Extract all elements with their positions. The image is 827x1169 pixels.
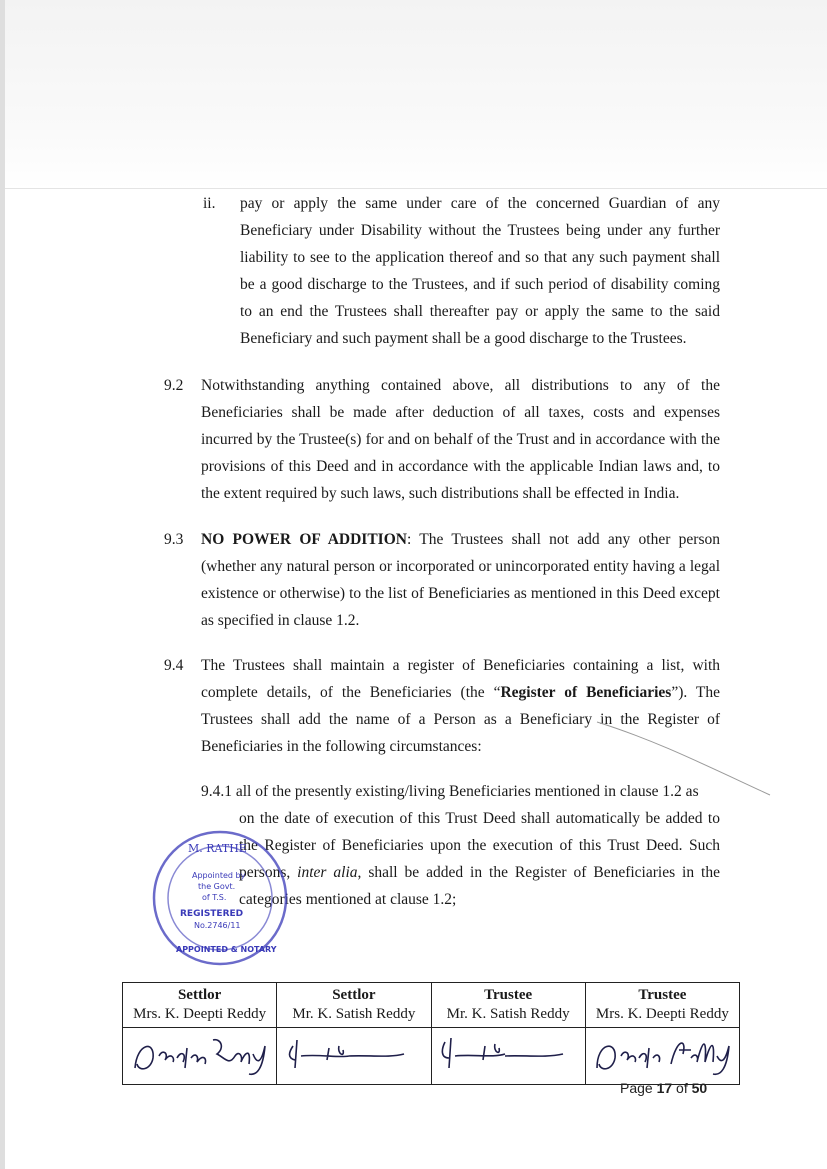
clause-body: : The Trustees shall not add any other person (whether any natural person or incorporated or unincorporated entity having a legal existence or otherwise) to the list of Beneficiaries as mentioned in this Deed except as specified in clause 1.2. [201, 531, 720, 629]
clause-body: The Trustees shall maintain a register of Beneficiaries containing a list, with complete details, of the Beneficiaries (the “ [201, 657, 720, 701]
signature-satish-reddy [279, 1028, 429, 1078]
page-of: of [672, 1080, 692, 1096]
stamp-line-2: the Govt. [198, 882, 236, 891]
signatory-name: Mr. K. Satish Reddy [446, 1006, 570, 1022]
clause-number: 9.3 [164, 531, 184, 548]
stamp-name: M. RATHE [188, 842, 247, 855]
signatory-role: Settlor [177, 987, 222, 1003]
signatory-cell [431, 983, 585, 1028]
page-total: 50 [691, 1080, 708, 1096]
defined-term: Register of Beneficiaries [500, 684, 672, 701]
clause-body: , shall be added in the Register of Beneficiaries in the categories mentioned at clause 1.2; [239, 864, 720, 908]
signature-cell [585, 1028, 739, 1085]
stamp-registered: REGISTERED [180, 909, 244, 919]
clause-number: 9.2 [164, 377, 184, 394]
signatory-role: Trustee [638, 987, 687, 1003]
stamp-reg-no: No.2746/11 [194, 921, 241, 930]
page-prefix: Page [620, 1080, 657, 1096]
clause-ii-text [240, 190, 720, 352]
signatory-header-row [123, 983, 740, 1028]
stamp-bottom: APPOINTED & NOTARY [176, 945, 277, 954]
signature-deepti-reddy-trustee [587, 1028, 737, 1078]
signature-deepti-reddy [125, 1028, 275, 1078]
signature-table [122, 982, 740, 1085]
page-current: 17 [656, 1080, 673, 1096]
signatory-cell [123, 983, 277, 1028]
clause-body: ”). The Trustees shall add the name of a Person as a Beneficiary in the Register of Beneficiaries in the following circumstances: [201, 684, 721, 755]
clause-body: all of the presently existing/living Beneficiaries mentioned in clause 1.2 as [235, 783, 699, 800]
stamp-line-1: Appointed by [192, 871, 246, 880]
clause-number: 9.4 [164, 657, 184, 674]
clause-number: 9.4.1 [201, 783, 232, 800]
clause-9-3-paragraph [201, 526, 720, 634]
notary-stamp [150, 828, 290, 968]
pen-stroke [595, 720, 775, 800]
signatory-role: Trustee [484, 987, 533, 1003]
signature-cell [123, 1028, 277, 1085]
signature-satish-reddy-trustee [433, 1028, 583, 1078]
signature-row [123, 1028, 740, 1085]
latin-term: inter alia [297, 864, 358, 881]
scan-left-edge [0, 0, 5, 1169]
clause-9-3-text [201, 526, 720, 634]
clause-9-2-paragraph: Notwithstanding anything contained above, all distributions to any of the Beneficiaries shall be made after deduction of all taxes, costs and expenses incurred by the Trustee(s) for and on behalf of the Trust and in accordance with the provisions of this Deed and in accordance with the applicable Indian laws and, to the extent required by such laws, such distributions shall be effected in India. [201, 377, 720, 502]
scan-shade [0, 0, 827, 190]
clause-heading: NO POWER OF ADDITION [201, 531, 407, 548]
signatory-role: Settlor [332, 987, 376, 1003]
clause-number: ii. [203, 195, 216, 212]
clause-ii-paragraph: pay or apply the same under care of the concerned Guardian of any Beneficiary under Disability without the Trustees being under any further liability to see to the application thereof and so that any such payment shall be a good discharge to the Trustees, and if such period of disability coming to an end the Trustees shall thereafter pay or apply the same to the said Beneficiary and such payment shall be a good discharge to the Trustees. [240, 195, 720, 347]
page-footer [620, 1080, 707, 1096]
clause-9-2-text [201, 372, 720, 507]
signatory-cell [277, 983, 431, 1028]
signatory-name: Mrs. K. Deepti Reddy [133, 1006, 267, 1022]
signatory-cell [585, 983, 739, 1028]
scan-fold-line [0, 188, 827, 189]
signature-cell [277, 1028, 431, 1085]
signatory-name: Mr. K. Satish Reddy [292, 1006, 416, 1022]
signature-cell [431, 1028, 585, 1085]
signatory-name: Mrs. K. Deepti Reddy [595, 1006, 729, 1022]
stamp-line-3: of T.S. [202, 893, 227, 902]
clause-body: on the date of execution of this Trust Deed shall automatically be added to the Register of Beneficiaries upon the execution of this Trust Deed. Such persons, [239, 810, 720, 881]
